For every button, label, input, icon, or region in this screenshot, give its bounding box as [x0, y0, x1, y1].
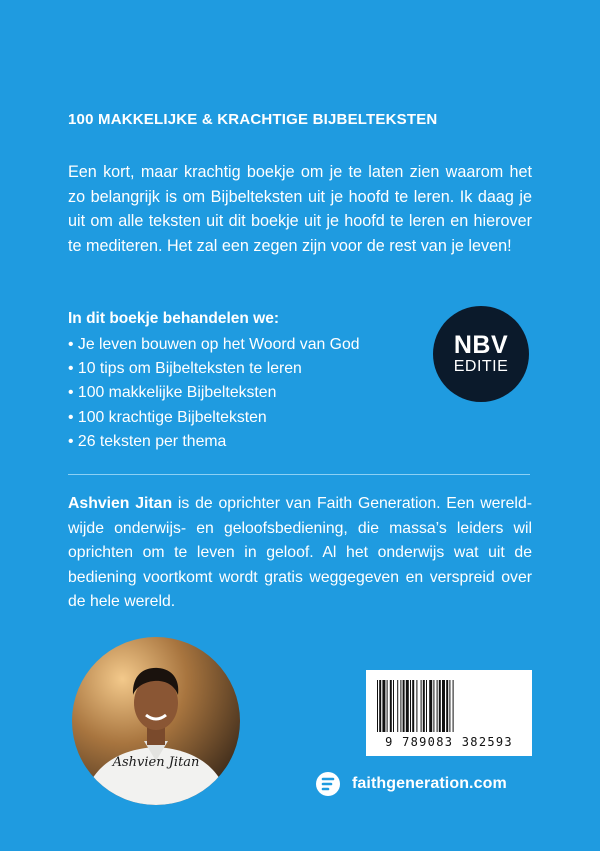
website-link[interactable]	[316, 771, 507, 797]
author-portrait-illustration	[72, 637, 240, 805]
list-item: • 10 tips om Bijbelteksten te leren	[68, 360, 302, 378]
faith-generation-logo-icon	[316, 772, 340, 796]
topics-title: In dit boekje behandelen we:	[68, 310, 280, 327]
isbn-number: 9 789083 382593	[385, 735, 513, 749]
list-item: • 100 krachtige Bijbelteksten	[68, 408, 267, 426]
author-name: Ashvien Jitan	[68, 495, 173, 512]
divider	[68, 474, 530, 475]
edition-badge-bottom: EDITIE	[453, 357, 509, 375]
author-bio-text: is de oprichter van Faith Generation. Een wereld-wijde onderwijs- en geloofsbediening, die massa’s leiders wil oprichten om te leven in geloof. Al het onderwijs wat uit de bediening voortkomt wordt gratis weggegeven en verspreid over de hele wereld.	[68, 495, 532, 610]
barcode	[366, 670, 532, 756]
edition-badge	[433, 306, 529, 402]
author-photo	[72, 637, 240, 805]
author-signature: Ashvien Jitan	[112, 755, 200, 770]
barcode-bars	[376, 680, 522, 732]
website-url: faithgeneration.com	[352, 775, 507, 792]
list-item: • 26 teksten per thema	[68, 432, 227, 450]
topics-list	[68, 333, 360, 454]
list-item: • Je leven bouwen op het Woord van God	[68, 336, 360, 353]
intro-paragraph: Een kort, maar krachtig boekje om je te laten zien waarom het zo belangrijk is om Bijbelteksten uit je hoofd te leren. Ik daag je uit om alle teksten uit dit boekje uit je hoofd te leren en hierover te mediteren. Het zal een zegen zijn voor de rest van je leven!	[68, 163, 532, 255]
edition-badge-top: NBV	[453, 330, 509, 359]
author-bio	[68, 492, 532, 615]
cover-heading: 100 MAKKELIJKE & KRACHTIGE BIJBELTEKSTEN	[68, 111, 438, 128]
list-item: • 100 makkelijke Bijbelteksten	[68, 384, 277, 402]
